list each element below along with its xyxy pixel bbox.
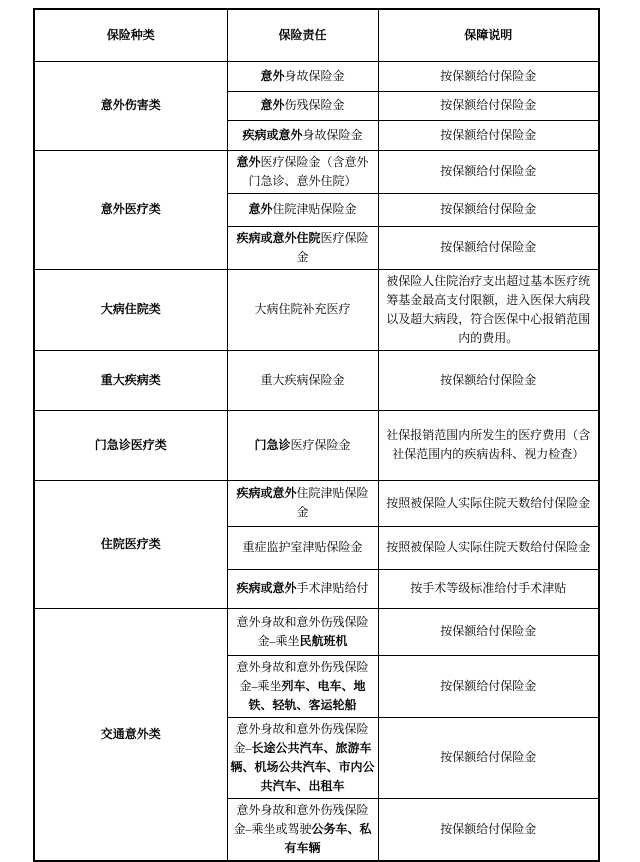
liability-text: 医疗保险金 [290,437,351,452]
table-row [34,150,599,193]
liability-cell [227,350,378,410]
liability-cell [227,526,378,569]
liability-text: 大病住院补充医疗 [254,302,351,316]
liability-cell [227,410,378,480]
table-body [34,61,599,861]
liability-cell [227,226,378,269]
description-cell: 按保额给付保险金 [378,91,599,120]
category-cell: 意外医疗类 [34,150,227,269]
table-row [34,480,599,526]
column-header-insurance-liability: 保险责任 [227,9,378,61]
column-header-coverage-description: 保障说明 [378,9,599,61]
liability-text-bold: 疾病或意外住院 [236,230,321,245]
liability-text: 意外身故和意外伤残保险金– [233,721,369,755]
liability-text: 住院津贴保险金 [296,486,369,519]
liability-cell [227,798,378,861]
liability-cell [227,269,378,350]
description-cell: 按保额给付保险金 [378,798,599,861]
liability-cell [227,480,378,526]
liability-text: 住院津贴保险金 [272,202,357,216]
table-row [34,61,599,91]
description-cell: 按保额给付保险金 [378,150,599,193]
liability-text-bold: 长途公共汽车、旅游车辆、机场公共汽车、市内公共汽车、出租车 [230,740,375,793]
insurance-benefits-table [33,8,600,862]
description-cell: 按保额给付保险金 [378,120,599,150]
liability-cell [227,193,378,226]
liability-text: 身故保险金 [302,127,363,142]
liability-text-bold: 公务车、私有车辆 [284,821,372,855]
liability-cell [227,608,378,655]
liability-cell [227,717,378,798]
description-cell: 按照被保险人实际住院天数给付保险金 [378,480,599,526]
description-cell: 社保报销范围内所发生的医疗费用（含社保范围内的疾病齿科、视力检查） [378,410,599,480]
liability-text: 医疗保险金（含意外门急诊、意外住院） [248,154,369,188]
category-cell: 大病住院类 [34,269,227,350]
column-header-insurance-category: 保险种类 [34,9,227,61]
description-cell: 按保额给付保险金 [378,717,599,798]
description-cell: 按保额给付保险金 [378,350,599,410]
table-row [34,410,599,480]
liability-cell [227,655,378,717]
category-cell: 交通意外类 [34,608,227,861]
header-row [34,9,599,61]
liability-text-bold: 意外 [248,202,273,216]
liability-cell [227,569,378,608]
category-cell: 意外伤害类 [34,61,227,150]
description-cell: 按保额给付保险金 [378,193,599,226]
liability-text: 意外身故和意外伤残保险金–乘坐 [236,614,369,648]
table-row [34,608,599,655]
liability-text: 重症监护室津贴保险金 [242,540,363,554]
liability-text: 重大疾病保险金 [260,372,345,387]
category-cell: 门急诊医疗类 [34,410,227,480]
liability-text-bold: 疾病或意外 [236,486,297,500]
liability-text-bold: 民航班机 [299,633,348,648]
liability-text: 手术津贴给付 [296,581,369,595]
table-row [34,350,599,410]
table-row [34,269,599,350]
liability-text: 意外身故和意外伤残保险金–乘坐或驾驶 [233,802,369,836]
description-cell: 被保险人住院治疗支出超过基本医疗统筹基金最高支付限额，进入医保大病段以及超大病段，符合医保中心报销范围内的费用。 [378,269,599,350]
category-cell: 住院医疗类 [34,480,227,608]
description-cell: 按照被保险人实际住院天数给付保险金 [378,526,599,569]
category-cell: 重大疾病类 [34,350,227,410]
description-cell: 按保额给付保险金 [378,608,599,655]
liability-text-bold: 列车、电车、地铁、轻轨、客运轮船 [248,678,366,712]
liability-cell [227,120,378,150]
liability-text-bold: 疾病或意外 [242,127,303,142]
liability-text: 伤残保险金 [284,98,345,112]
description-cell: 按手术等级标准给付手术津贴 [378,569,599,608]
description-cell: 按保额给付保险金 [378,61,599,91]
liability-text: 身故保险金 [284,68,345,83]
description-cell: 按保额给付保险金 [378,655,599,717]
liability-text-bold: 意外 [260,68,285,83]
liability-text: 医疗保险金 [296,230,369,264]
liability-text-bold: 意外 [236,154,261,169]
liability-cell [227,150,378,193]
liability-cell [227,91,378,120]
liability-text-bold: 意外 [260,98,285,112]
liability-text: 意外身故和意外伤残保险金–乘坐 [236,659,369,693]
liability-text-bold: 疾病或意外 [236,581,297,595]
liability-text-bold: 门急诊 [254,437,291,452]
liability-cell [227,61,378,91]
description-cell: 按保额给付保险金 [378,226,599,269]
